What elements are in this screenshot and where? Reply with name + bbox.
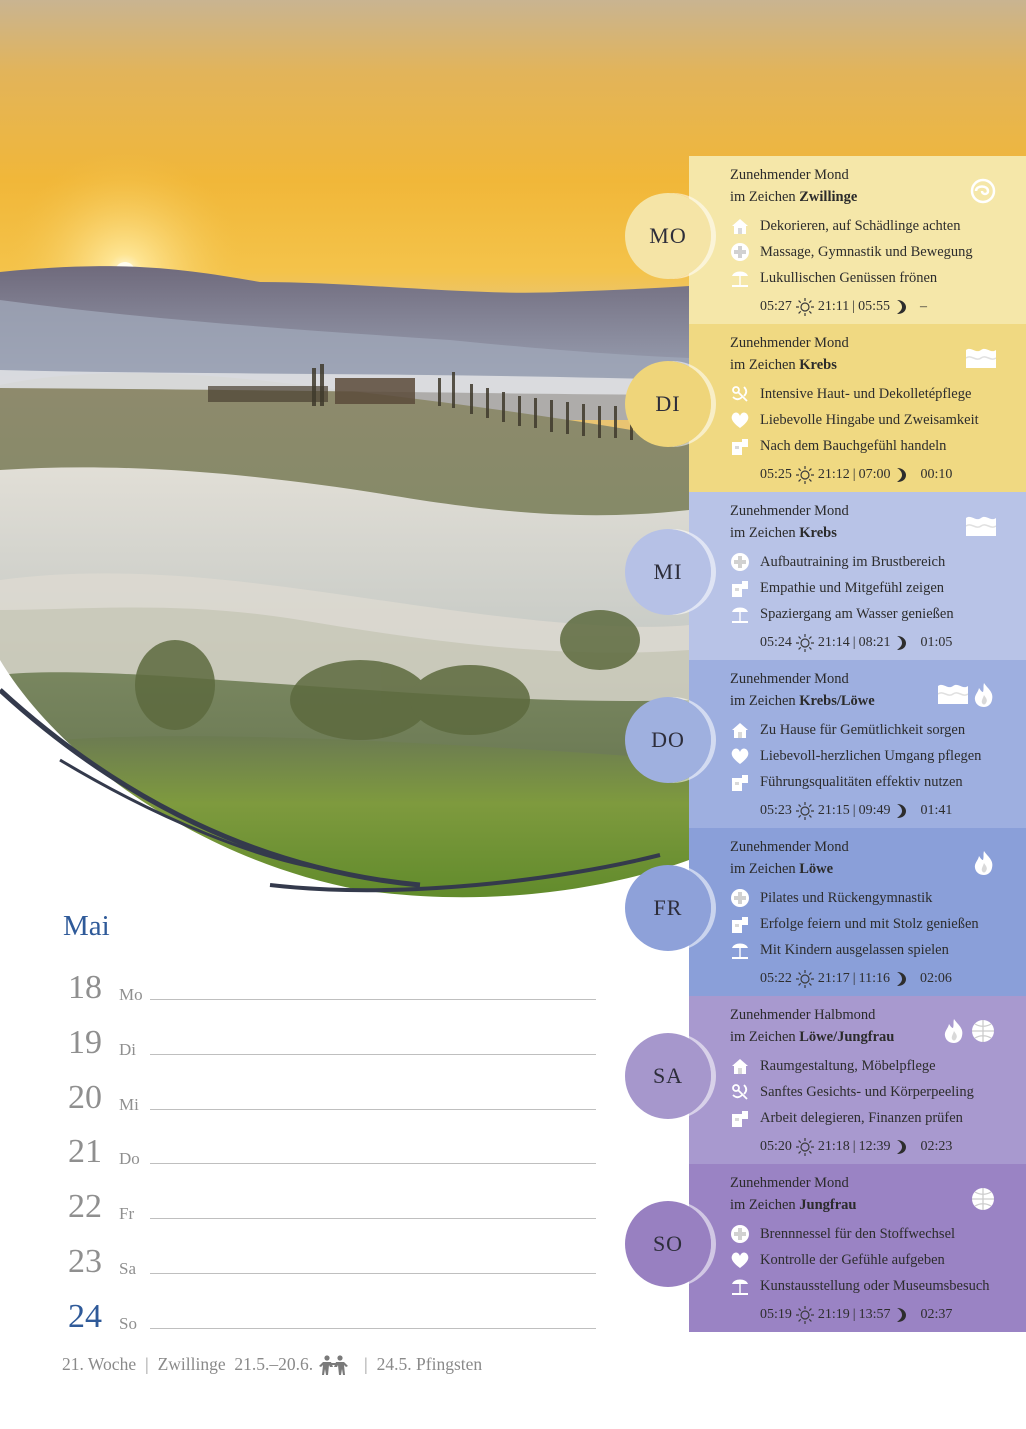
moon-phase: Zunehmender Mond im Zeichen Löwe xyxy=(730,839,849,877)
note-line[interactable] xyxy=(150,1054,596,1055)
date-rows xyxy=(66,968,606,1352)
sun-icon xyxy=(795,465,815,485)
weekday-label: Mi xyxy=(119,1094,139,1114)
moonrise-time: 08:21 xyxy=(858,635,891,650)
moon-icon xyxy=(893,635,907,651)
weekday-badge-do: DO xyxy=(625,697,711,783)
health-cross-icon xyxy=(728,887,752,909)
activity-item: Zu Hause für Gemütlichkeit sorgen xyxy=(728,717,1026,743)
activity-item: Spaziergang am Wasser genießen xyxy=(728,601,1026,627)
element-symbols xyxy=(970,1186,996,1212)
zodiac-sign: Jungfrau xyxy=(799,1197,857,1213)
water-icon xyxy=(966,346,996,368)
date-number: 24 xyxy=(68,1297,102,1335)
activity-item: Lukullischen Genüssen frönen xyxy=(728,265,1026,291)
activity-item: Empathie und Mitgefühl zeigen xyxy=(728,575,1026,601)
activity-item: Nach dem Bauchgefühl handeln xyxy=(728,433,1026,459)
date-row xyxy=(66,1132,606,1187)
activity-item: Führungsqualitäten effektiv nutzen xyxy=(728,769,1026,795)
work-icon xyxy=(728,577,752,599)
zodiac-sign: Löwe/Jungfrau xyxy=(799,1029,895,1045)
element-symbols xyxy=(938,682,996,708)
separator: | xyxy=(852,467,856,482)
activity-item: Kunstausstellung oder Museumsbesuch xyxy=(728,1273,1026,1299)
activity-list xyxy=(730,381,1026,459)
weekday-label: Mo xyxy=(119,985,143,1004)
activity-item: Sanftes Gesichts- und Körperpeeling xyxy=(728,1079,1026,1105)
note-line[interactable] xyxy=(150,1273,596,1274)
weekday-label: Fr xyxy=(119,1204,135,1224)
moon-phase: Zunehmender Mond im Zeichen Jungfrau xyxy=(730,1175,857,1213)
activity-item: Liebevolle Hingabe und Zweisamkeit xyxy=(728,407,1026,433)
sunset-time: 21:18 xyxy=(817,1139,850,1154)
sunrise-time: 05:22 xyxy=(760,971,792,986)
moonrise-time: 13:57 xyxy=(858,1307,891,1322)
day-panel-sa xyxy=(689,996,1026,1164)
day-panel-mo xyxy=(689,156,1026,324)
day-panel-so xyxy=(689,1164,1026,1332)
separator: | xyxy=(852,971,856,986)
separator: | xyxy=(145,1354,149,1374)
moonset-time: 02:23 xyxy=(920,1139,953,1154)
day-panel-do xyxy=(689,660,1026,828)
leisure-icon xyxy=(728,939,752,961)
activity-list xyxy=(730,1053,1026,1131)
moonrise-time: 09:49 xyxy=(858,803,891,818)
note-line[interactable] xyxy=(150,1109,596,1110)
date-number: 20 xyxy=(68,1078,102,1116)
moonset-time: – xyxy=(919,299,927,314)
moon-icon xyxy=(893,1139,907,1155)
sunset-time: 21:12 xyxy=(817,467,850,482)
element-symbols xyxy=(942,1018,996,1044)
element-symbols xyxy=(970,178,996,204)
activity-item: Raumgestaltung, Möbelpflege xyxy=(728,1053,1026,1079)
moonset-time: 00:10 xyxy=(920,467,953,482)
zodiac-period: Zwillinge 21.5.–20.6. xyxy=(157,1354,314,1374)
house-icon xyxy=(728,719,752,741)
footer xyxy=(62,1354,482,1375)
weekday-badge-sa: SA xyxy=(625,1033,711,1119)
water-icon xyxy=(966,514,996,536)
separator: | xyxy=(852,299,856,314)
water-icon xyxy=(938,682,968,708)
activity-item: Mit Kindern ausgelassen spielen xyxy=(728,937,1026,963)
date-row xyxy=(66,968,606,1023)
date-number: 22 xyxy=(68,1188,102,1226)
separator: | xyxy=(852,1139,856,1154)
sunset-time: 21:19 xyxy=(817,1307,850,1322)
activity-list xyxy=(730,717,1026,795)
date-row xyxy=(66,1297,606,1352)
zodiac-sign: Krebs/Löwe xyxy=(799,693,875,709)
work-icon xyxy=(728,1107,752,1129)
sun-moon-times xyxy=(730,1137,1026,1157)
holiday: 24.5. Pfingsten xyxy=(376,1354,483,1374)
separator: | xyxy=(364,1354,368,1374)
day-panel-mi xyxy=(689,492,1026,660)
date-number: 23 xyxy=(68,1242,102,1280)
moonset-time: 02:37 xyxy=(920,1307,953,1322)
weekday-badge-mo: MO xyxy=(625,193,711,279)
sunrise-time: 05:19 xyxy=(760,1307,792,1322)
earth-icon xyxy=(970,1018,996,1044)
house-icon xyxy=(728,1055,752,1077)
health-cross-icon xyxy=(728,1223,752,1245)
date-row xyxy=(66,1023,606,1078)
beauty-icon xyxy=(728,383,752,405)
weekday-panels xyxy=(689,156,1026,1332)
heart-icon xyxy=(728,1249,752,1271)
leisure-icon xyxy=(728,603,752,625)
fire-icon xyxy=(972,850,996,876)
sunrise-time: 05:23 xyxy=(760,803,792,818)
sun-icon xyxy=(795,297,815,317)
air-icon xyxy=(970,178,996,204)
sun-icon xyxy=(795,1137,815,1157)
date-number: 19 xyxy=(68,1023,102,1061)
activity-item: Brennnessel für den Stoffwechsel xyxy=(728,1221,1026,1247)
activity-item: Erfolge feiern und mit Stolz genießen xyxy=(728,911,1026,937)
work-icon xyxy=(728,913,752,935)
moonrise-time: 05:55 xyxy=(858,299,890,314)
leisure-icon xyxy=(728,1275,752,1297)
weekday-label: So xyxy=(119,1313,137,1333)
activity-list xyxy=(730,885,1026,963)
gemini-icon xyxy=(319,1355,349,1375)
moon-icon xyxy=(893,467,907,483)
activity-item: Massage, Gymnastik und Bewegung xyxy=(728,239,1026,265)
sunset-time: 21:17 xyxy=(817,971,850,986)
weekday-label: Do xyxy=(119,1149,140,1169)
element-symbols xyxy=(972,850,996,876)
sunrise-time: 05:24 xyxy=(760,635,792,650)
activity-item: Dekorieren, auf Schädlinge achten xyxy=(728,213,1026,239)
sunset-time: 21:11 xyxy=(817,299,850,314)
sun-icon xyxy=(795,969,815,989)
activity-list xyxy=(730,1221,1026,1299)
weekday-badge-mi: MI xyxy=(625,529,711,615)
fire-icon xyxy=(972,682,996,708)
activity-list xyxy=(730,213,1026,291)
sun-icon xyxy=(795,801,815,821)
earth-icon xyxy=(970,1186,996,1212)
weekday-badge-fr: FR xyxy=(625,865,711,951)
sun-moon-times xyxy=(730,633,1026,653)
heart-icon xyxy=(728,745,752,767)
moon-phase: Zunehmender Mond im Zeichen Krebs xyxy=(730,503,849,541)
sun-icon xyxy=(795,633,815,653)
activity-list xyxy=(730,549,1026,627)
activity-item: Aufbautraining im Brustbereich xyxy=(728,549,1026,575)
day-panel-di xyxy=(689,324,1026,492)
note-line[interactable] xyxy=(150,1163,596,1164)
heart-icon xyxy=(728,409,752,431)
house-icon xyxy=(728,215,752,237)
activity-item: Liebevoll-herzlichen Umgang pflegen xyxy=(728,743,1026,769)
zodiac-sign: Löwe xyxy=(799,861,834,877)
date-number: 18 xyxy=(68,969,102,1006)
fire-icon xyxy=(942,1018,966,1044)
moon-phase: Zunehmender Mond im Zeichen Zwillinge xyxy=(730,167,858,205)
activity-item: Pilates und Rückengymnastik xyxy=(728,885,1026,911)
moonrise-time: 12:39 xyxy=(858,1139,891,1154)
sunrise-time: 05:25 xyxy=(760,467,792,482)
week-number: 21. Woche xyxy=(62,1354,137,1374)
moonset-time: 01:41 xyxy=(920,803,953,818)
zodiac-sign: Krebs xyxy=(799,357,837,373)
date-row xyxy=(66,1187,606,1242)
sun-moon-times xyxy=(730,801,1026,821)
zodiac-sign: Zwillinge xyxy=(799,189,858,205)
weekday-badge-so: SO xyxy=(625,1201,711,1287)
sun-moon-times xyxy=(730,969,1026,989)
work-icon xyxy=(728,435,752,457)
note-line[interactable] xyxy=(150,1218,596,1219)
moon-icon xyxy=(893,299,907,315)
moonrise-time: 07:00 xyxy=(858,467,891,482)
beauty-icon xyxy=(728,1081,752,1103)
date-number: 21 xyxy=(68,1133,102,1171)
weekday-label: Di xyxy=(119,1039,136,1059)
moon-phase: Zunehmender Mond im Zeichen Krebs xyxy=(730,335,849,373)
separator: | xyxy=(852,635,856,650)
work-icon xyxy=(728,771,752,793)
note-line[interactable] xyxy=(150,1328,596,1329)
element-symbols xyxy=(966,346,996,368)
moon-icon xyxy=(893,803,907,819)
note-line[interactable] xyxy=(150,999,596,1000)
day-panel-fr xyxy=(689,828,1026,996)
activity-item: Kontrolle der Gefühle aufgeben xyxy=(728,1247,1026,1273)
leisure-icon xyxy=(728,267,752,289)
sunset-time: 21:15 xyxy=(817,803,850,818)
sunrise-time: 05:27 xyxy=(760,299,792,314)
sun-moon-times xyxy=(730,1305,1026,1325)
activity-item: Arbeit delegieren, Finanzen prüfen xyxy=(728,1105,1026,1131)
sun-moon-times xyxy=(730,465,1026,485)
sunset-time: 21:14 xyxy=(817,635,850,650)
month-title: Mai xyxy=(63,910,110,942)
activity-item: Intensive Haut- und Dekolletépflege xyxy=(728,381,1026,407)
health-cross-icon xyxy=(728,551,752,573)
date-row xyxy=(66,1242,606,1297)
sun-moon-times xyxy=(730,297,1026,317)
separator: | xyxy=(852,803,856,818)
moon-icon xyxy=(893,971,907,987)
moon-phase: Zunehmender Mond im Zeichen Krebs/Löwe xyxy=(730,671,875,709)
sunrise-time: 05:20 xyxy=(760,1139,792,1154)
weekday-label: Sa xyxy=(119,1258,136,1278)
moonset-time: 01:05 xyxy=(920,635,953,650)
health-cross-icon xyxy=(728,241,752,263)
moonrise-time: 11:16 xyxy=(858,971,890,986)
moonset-time: 02:06 xyxy=(919,971,952,986)
moon-icon xyxy=(893,1307,907,1323)
moon-phase: Zunehmender Halbmond im Zeichen Löwe/Jungfrau xyxy=(730,1007,895,1045)
element-symbols xyxy=(966,514,996,536)
separator: | xyxy=(852,1307,856,1322)
weekday-badge-di: DI xyxy=(625,361,711,447)
date-row xyxy=(66,1078,606,1133)
zodiac-sign: Krebs xyxy=(799,525,837,541)
sun-icon xyxy=(795,1305,815,1325)
